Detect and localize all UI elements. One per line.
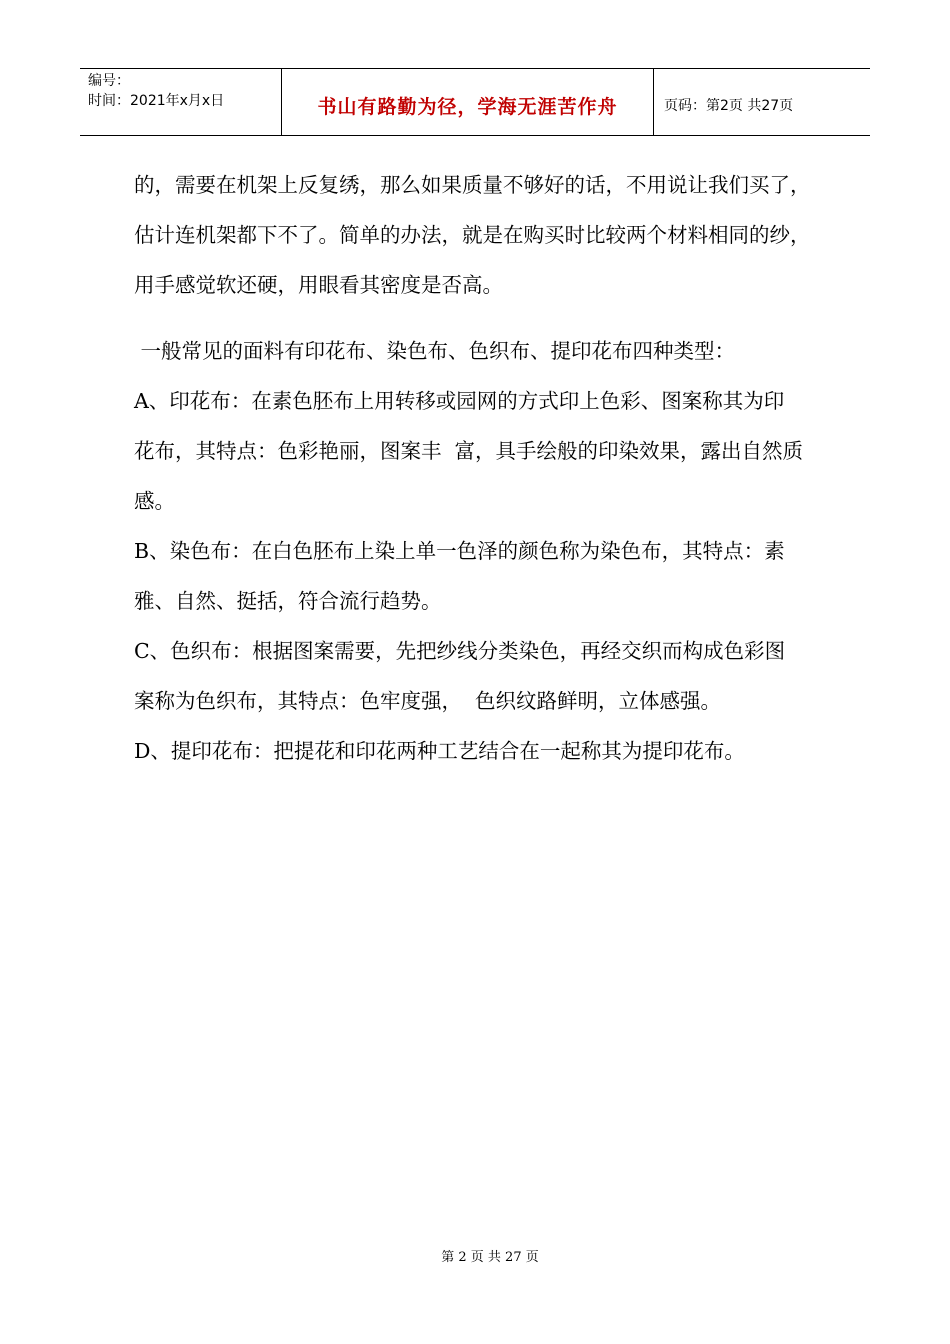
item-b bbox=[134, 526, 874, 626]
header-motto-cell bbox=[282, 69, 654, 135]
text-line: 用手感觉软还硬，用眼看其密度是否高。 bbox=[134, 273, 503, 297]
text-line: B、染色布：在白色胚布上染上单一色泽的颜色称为染色布，其特点：素 bbox=[134, 539, 785, 563]
intro-paragraph bbox=[134, 160, 874, 310]
time-label: 时间：2021年x月x日 bbox=[88, 93, 225, 109]
header-page-cell bbox=[654, 69, 870, 135]
item-a bbox=[134, 376, 874, 526]
motto-text: 书山有路勤为径，学海无涯苦作舟 bbox=[317, 95, 618, 118]
types-heading: 一般常见的面料有印花布、染色布、色织布、提印花布四种类型： bbox=[134, 339, 736, 363]
text-line: C、色织布：根据图案需要，先把纱线分类染色，再经交织而构成色彩图 bbox=[134, 639, 786, 663]
item-c bbox=[134, 626, 874, 726]
footer-page-number: 第 2 页 共 27 页 bbox=[441, 1250, 539, 1265]
number-label: 编号： bbox=[88, 73, 130, 89]
page-header bbox=[80, 68, 870, 136]
text-line: 案称为色织布，其特点：色牢度强， 色织纹路鲜明，立体感强。 bbox=[134, 689, 722, 713]
document-body bbox=[134, 160, 874, 776]
text-line: A、印花布：在素色胚布上用转移或园网的方式印上色彩、图案称其为印 bbox=[134, 389, 785, 413]
text-line: 雅、自然、挺括，符合流行趋势。 bbox=[134, 589, 442, 613]
header-meta bbox=[80, 69, 282, 135]
text-line: 估计连机架都下不了。简单的办法，就是在购买时比较两个材料相同的纱， bbox=[134, 223, 811, 247]
page-footer bbox=[0, 1246, 950, 1265]
text-line: 花布，其特点：色彩艳丽，图案丰 富，具手绘般的印染效果，露出自然质 bbox=[134, 439, 804, 463]
text-line: 感。 bbox=[134, 489, 175, 513]
text-line: D、提印花布：把提花和印花两种工艺结合在一起称其为提印花布。 bbox=[134, 739, 745, 763]
item-d bbox=[134, 726, 874, 776]
text-line: 的，需要在机架上反复绣，那么如果质量不够好的话，不用说让我们买了， bbox=[134, 173, 811, 197]
page-info: 页码：第2页 共27页 bbox=[664, 98, 794, 114]
